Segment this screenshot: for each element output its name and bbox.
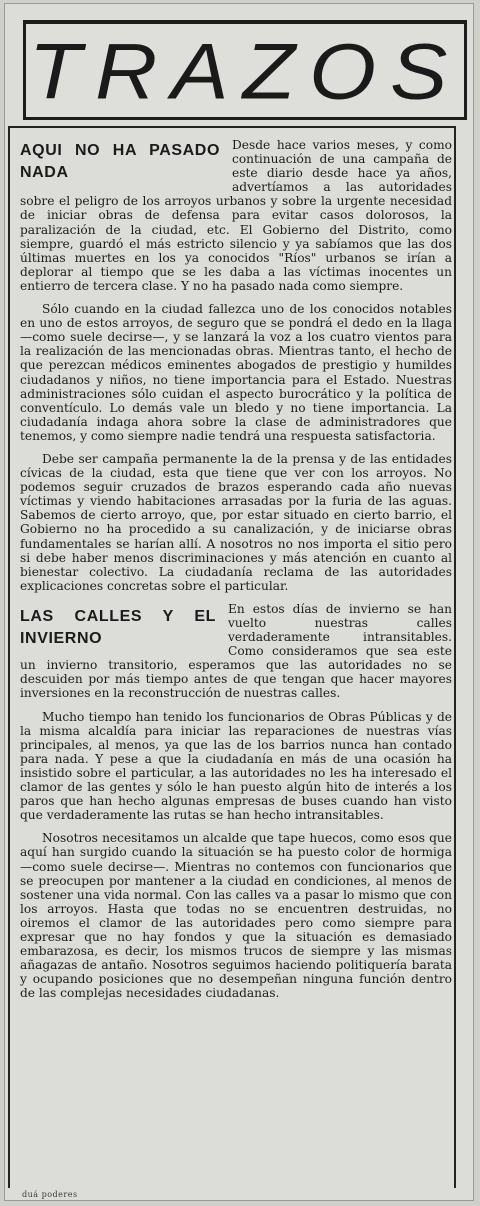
article-paragraph: En estos días de invierno se han vuelto nuestras calles verdaderamente intransitables. Como consideramos que sea este un invierno transitorio, esperamos que las autoridades no se descuiden por más tiempo antes de que tengan que hacer mayores inversiones en la reconstrucción de nuestras calles. — [20, 601, 452, 701]
masthead-title: TRAZOS — [28, 27, 462, 117]
article-paragraph: Sólo cuando en la ciudad fallezca uno de los conocidos notables en uno de estos arroyos, de seguro que se pondrá el dedo en la llaga —como suele decirse—, y se lanzará la voz a los cuatro vientos para la realización de las mencionadas obras. Mientras tanto, el hecho de que perezcan médicos eminentes abogados de prestigio y humildes ciudadanos y niños, no tiene importancia para el Estado. Nuestras administraciones sólo cuidan el aspecto burocrático y la política de conventículo. Lo demás vale un bledo y no tiene importancia. La ciudadanía indaga ahora sobre la clase de administradores que tenemos, y como siempre nadie tendrá una respuesta satisfactoria. — [20, 302, 452, 443]
article-heading: AQUI NO HA PASADO NADA — [20, 142, 220, 181]
article-column — [20, 138, 452, 1009]
article-paragraph: Debe ser campaña permanente la de la prensa y de las entidades cívicas de la ciudad, esta que tiene que ver con los arroyos. No podemos seguir cruzados de brazos esperando cada año nuevas víctimas y viendo habitaciones arrasadas por la furia de las aguas. Sabemos de cierto arroyo, que, por estar situado en cierto barrio, el Gobierno no ha procedido a su canalización, y de iniciarse obras fundamentales se harían allí. A nosotros no nos importa el sitio pero si debe haber menos discriminaciones y más atención en cuanto al bienestar colectivo. La ciudadanía reclama de las autoridades explicaciones concretas sobre el particular. — [20, 451, 452, 593]
article-paragraph: Mucho tiempo han tenido los funcionarios de Obras Públicas y de la misma alcaldía para iniciar las reparaciones de nuestras vías principales, al menos, ya que las de los barrios nunca han contado para nada. Y pese a que la ciudadanía en más de una ocasión ha insistido sobre el particular, a las autoridades no les ha interesado el clamor de las gentes y sólo le han puesto algún hito de interés a los paros que han hecho algunas empresas de buses cuando han visto que verdaderamente las rutas se han hecho intransitables. — [20, 709, 452, 823]
masthead-box — [23, 20, 467, 120]
article-heading: LAS CALLES Y EL INVIERNO — [20, 607, 216, 647]
article-paragraph: Desde hace varios meses, y como continuación de una campaña de este diario desde hace ya años, advertíamos a las autoridades sobre el peligro de los arroyos urbanos y sobre la urgente necesidad de iniciar obras de defensa para evitar casos dolorosos, la paralización de la ciudad, etc. El Gobierno del Distrito, como siempre, guardó el más estricto silencio y ya sabíamos que las dos últimas muertes en los ya conocidos "Ríos" urbanos se irían a deplorar al tiempo que se les daba a las víctimas inocentes un entierro de tercera clase. Y no ha pasado nada como siempre. — [20, 138, 452, 293]
article-paragraph: Nosotros necesitamos un alcalde que tape huecos, como esos que aquí han surgido cuando la situación se ha puesto color de hormiga —como suele decirse—. Mientras no contemos con funcionarios que se preocupen por mantener a la ciudad en condiciones, al menos de sostener una vida normal. Con las calles va a pasar lo mismo que con los arroyos. Hasta que todas no se encuentren destruidas, no oiremos el clamor de las autoridades pero como siempre para expresar que no hay fondos y que la situación es demasiado embarazosa, es decir, los mismos trucos de siempre y las mismas añagazas de antaño. Nosotros seguimos haciendo politiquería barata y ocupando posiciones que no desempeñan ninguna función dentro de las complejas necesidades ciudadanas. — [20, 831, 452, 1001]
article-las-calles-y-el-invierno — [20, 602, 452, 1001]
article-aqui-no-ha-pasado-nada — [20, 138, 452, 593]
footer-fragment: duá poderes — [22, 1190, 78, 1199]
